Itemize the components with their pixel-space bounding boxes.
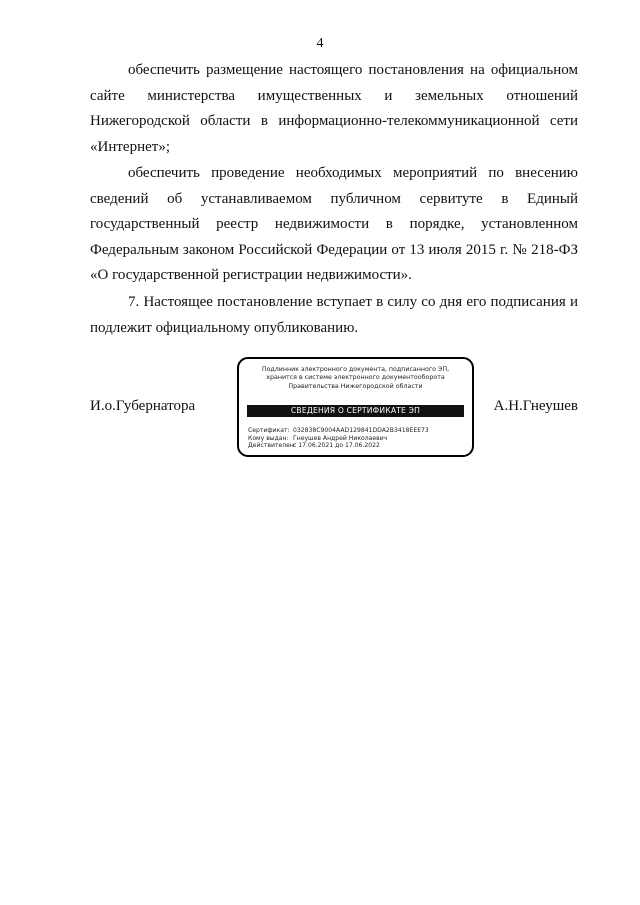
certificate-value: 032838C9004AAD129841DDA2B3418EEE73 [293,427,429,434]
stamp-notice-line: хранится в системе электронного документооборота [266,374,445,382]
paragraph-registry: обеспечить проведение необходимых мероприятий по внесению сведений об устанавливаемом публичном сервитуте в Единый государственный реестр недвижимости в порядке, установленном Федеральным законом Российской Федерации от 13 июля 2015 г. № 218-ФЗ «О государственной регистрации недвижимости». [90,165,578,284]
issued-to-label: Кому выдан: [248,434,289,442]
stamp-notice [245,366,466,391]
stamp-header: СВЕДЕНИЯ О СЕРТИФИКАТЕ ЭП [247,405,464,417]
page-number: 4 [316,36,324,51]
paragraph-effective-date: 7. Настоящее постановление вступает в силу со дня его подписания и подлежит официальному опубликованию. [90,294,578,336]
issued-to-value: Гнеушев Андрей Николаевич [293,434,388,442]
validity-value: с 17.06.2021 до 17.06.2022 [293,442,380,450]
stamp-notice-line: Правительства Нижегородской области [288,382,423,390]
stamp-notice-line: Подлинник электронного документа, подписанного ЭП, [261,366,450,373]
certificate-label: Сертификат: [248,427,290,434]
signatory-name: А.Н.Гнеушев [493,398,578,414]
validity-row [248,442,468,450]
stamp-details [248,427,468,450]
validity-label: Действителен: [248,442,296,450]
certificate-row [248,427,468,435]
signatory-position: И.о.Губернатора [90,398,196,414]
electronic-signature-stamp [237,357,474,457]
paragraph-publication: обеспечить размещение настоящего постановления на официальном сайте министерства имущественных и земельных отношений Нижегородской области в информационно-телекоммуникационной сети «Интернет»; [90,62,578,155]
